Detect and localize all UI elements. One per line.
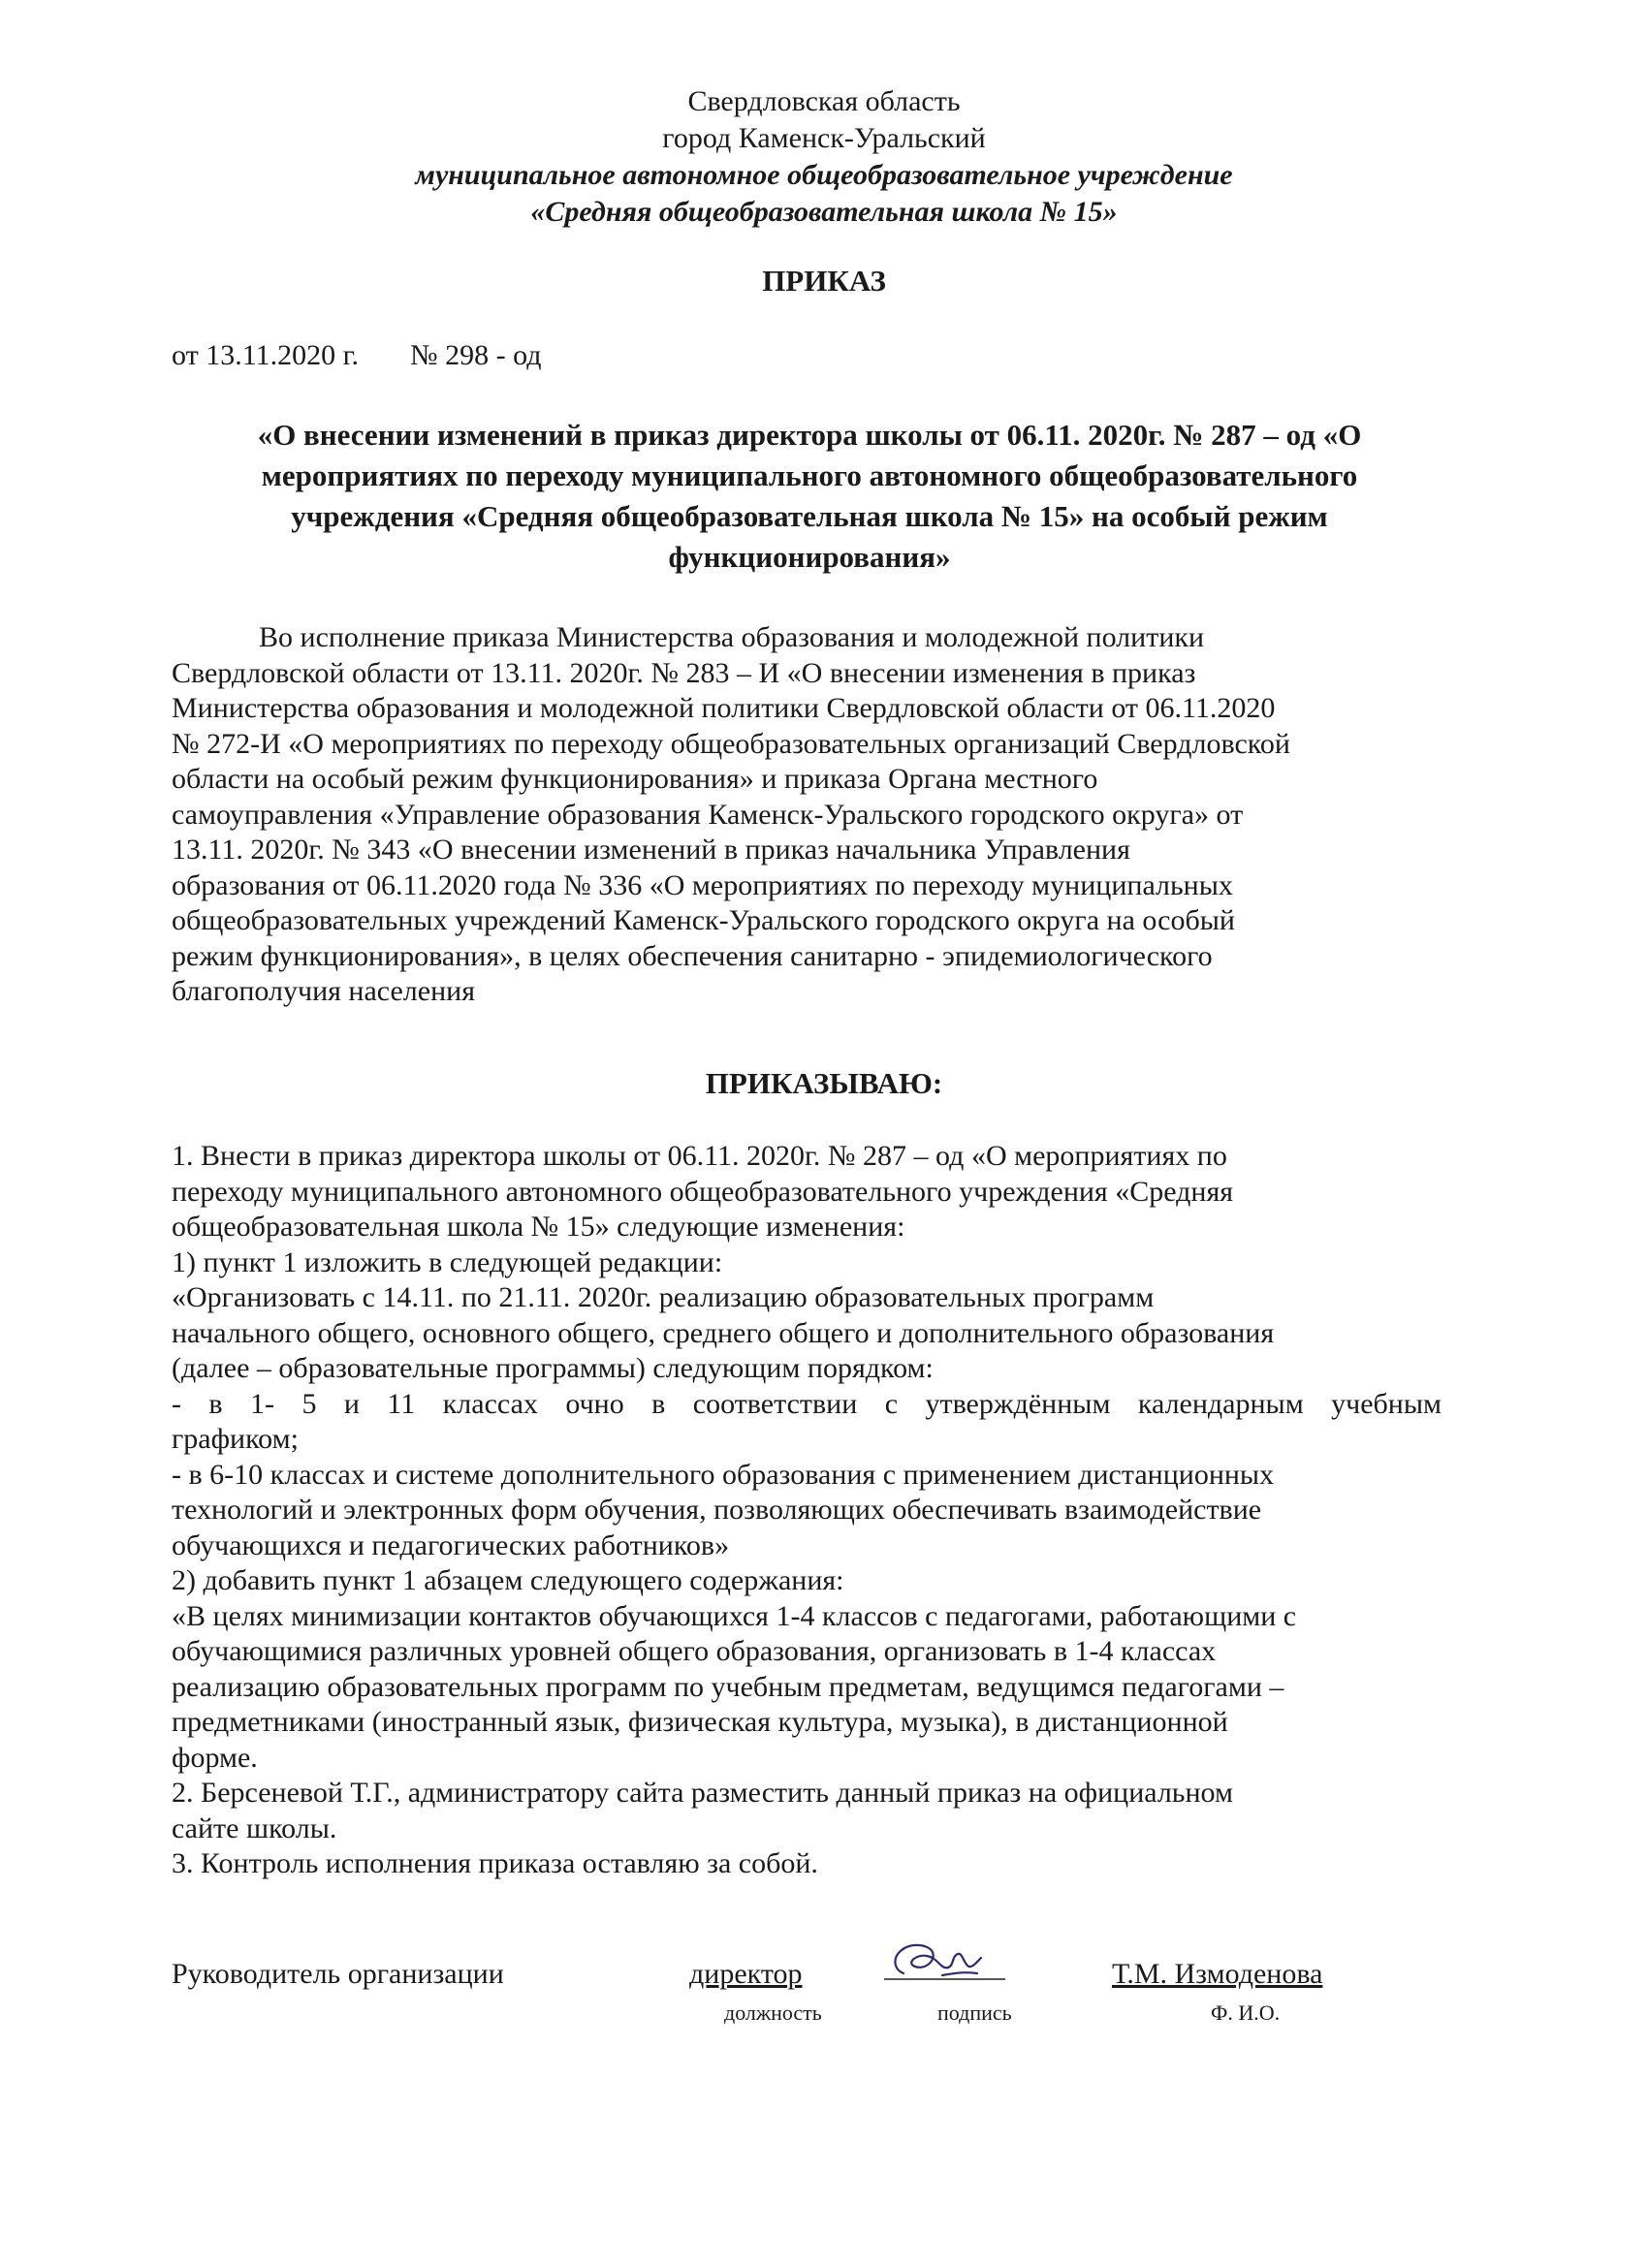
preamble-line: образования от 06.11.2020 года № 336 «О мероприятиях по переходу муниципальных <box>172 868 1233 901</box>
orders-line: 3. Контроль исполнения приказа оставляю за собой. <box>172 1847 818 1879</box>
preamble-line: № 272-И «О мероприятиях по переходу общеобразовательных организаций Свердловской <box>172 727 1290 760</box>
preamble-line: Во исполнение приказа Министерства образования и молодежной политики <box>259 621 1204 653</box>
handwritten-signature <box>884 1937 1005 2004</box>
orders-heading: ПРИКАЗЫВАЮ: <box>705 1066 943 1100</box>
orders-line: 1. Внести в приказ директора школы от 06.11. 2020г. № 287 – од «О мероприятиях по <box>172 1140 1227 1172</box>
orders-line: 1) пункт 1 изложить в следующей редакции: <box>172 1245 723 1278</box>
orders-line: (далее – образовательные программы) следующим порядком: <box>172 1352 934 1384</box>
orders-line: обучающимися различных уровней общего образования, организовать в 1-4 классах <box>172 1635 1217 1667</box>
institution-name-line: «Средняя общеобразовательная школа № 15» <box>530 196 1118 228</box>
subject-line: учреждения «Средняя общеобразовательная школа № 15» на особый режим <box>291 499 1328 533</box>
signatory-position: директор <box>689 1958 803 1990</box>
city-line: город Каменск-Уральский <box>662 122 986 154</box>
orders-line: форме. <box>172 1741 258 1774</box>
signature-block <box>172 1958 1432 2035</box>
signatory-role: Руководитель организации <box>172 1958 504 1990</box>
order-date: от 13.11.2020 г. <box>172 339 360 371</box>
caption-name: Ф. И.О. <box>1211 2000 1281 2025</box>
order-date-number <box>172 339 542 372</box>
signatory-name: Т.М. Измоденова <box>1112 1958 1323 1990</box>
caption-signature: подпись <box>937 2000 1012 2025</box>
orders-body <box>172 1139 1442 1882</box>
orders-line: сайте школы. <box>172 1811 337 1844</box>
order-subject <box>165 415 1454 578</box>
orders-line: общеобразовательная школа № 15» следующие изменения: <box>172 1211 905 1243</box>
preamble-line: режим функционирования», в целях обеспечения санитарно - эпидемиологического <box>172 939 1213 972</box>
region-line: Свердловская область <box>687 85 961 117</box>
preamble-line: благополучия населения <box>172 975 475 1007</box>
institution-type-line: муниципальное автономное общеобразовательное учреждение <box>415 159 1233 191</box>
orders-line: 2) добавить пункт 1 абзацем следующего содержания: <box>172 1564 844 1596</box>
preamble-line: 13.11. 2020г. № 343 «О внесении изменений в приказ начальника Управления <box>172 834 1130 866</box>
orders-line: «Организовать с 14.11. по 21.11. 2020г. реализацию образовательных программ <box>172 1281 1155 1313</box>
orders-line: начального общего, основного общего, среднего общего и дополнительного образования <box>172 1316 1275 1349</box>
orders-line: графиком; <box>172 1423 299 1455</box>
orders-line: - в 6-10 классах и системе дополнительного образования с применением дистанционных <box>172 1458 1275 1491</box>
orders-line: технологий и электронных форм обучения, позволяющих обеспечивать взаимодействие <box>172 1494 1262 1526</box>
document-header <box>0 83 1648 231</box>
orders-line: «В целях минимизации контактов обучающихся 1-4 классов с педагогами, работающими с <box>172 1599 1297 1632</box>
order-number: № 298 - од <box>410 339 542 371</box>
orders-line: предметниками (иностранный язык, физическая культура, музыка), в дистанционной <box>172 1706 1228 1738</box>
preamble-line: общеобразовательных учреждений Каменск-Уральского городского округа на особый <box>172 904 1235 936</box>
caption-position: должность <box>724 2000 822 2025</box>
preamble <box>172 620 1442 1010</box>
orders-line: - в 1- 5 и 11 классах очно в соответствии с утверждённым календарным учебным <box>172 1387 1442 1420</box>
preamble-line: самоуправления «Управление образования Каменск-Уральского городского округа» от <box>172 798 1244 831</box>
orders-line: реализацию образовательных программ по учебным предметам, ведущимся педагогами – <box>172 1670 1284 1703</box>
subject-line: функционирования» <box>668 540 951 574</box>
document-title: ПРИКАЗ <box>762 264 886 298</box>
orders-line: обучающихся и педагогических работников» <box>172 1528 730 1561</box>
subject-line: «О внесении изменений в приказ директора школы от 06.11. 2020г. № 287 – од «О <box>257 418 1362 452</box>
orders-line: 2. Берсеневой Т.Г., администратору сайта разместить данный приказ на официальном <box>172 1777 1233 1809</box>
preamble-line: Свердловской области от 13.11. 2020г. № 283 – И «О внесении изменения в приказ <box>172 656 1196 689</box>
preamble-line: Министерства образования и молодежной политики Свердловской области от 06.11.2020 <box>172 692 1276 724</box>
orders-line: переходу муниципального автономного общеобразовательного учреждения «Средняя <box>172 1175 1234 1208</box>
preamble-line: области на особый режим функционирования» и приказа Органа местного <box>172 763 1098 795</box>
subject-line: мероприятиях по переходу муниципального автономного общеобразовательного <box>261 458 1358 492</box>
